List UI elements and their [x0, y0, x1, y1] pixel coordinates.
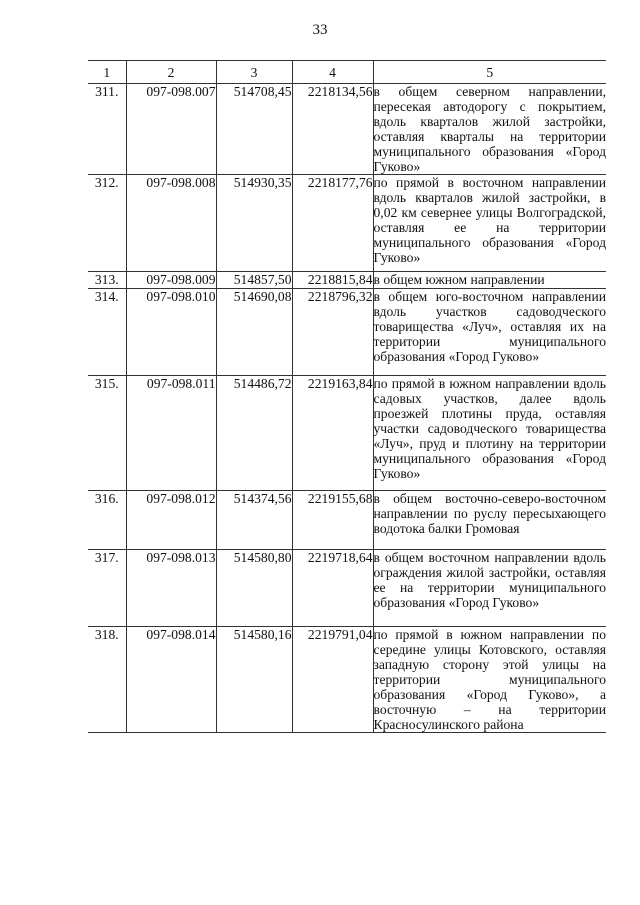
y-coordinate: 2219718,64	[292, 550, 373, 627]
table-row	[88, 289, 606, 376]
table-row	[88, 84, 606, 175]
point-code: 097-098.013	[126, 550, 216, 627]
point-code: 097-098.007	[126, 84, 216, 175]
table-row	[88, 627, 606, 733]
boundary-description: в общем юго-восточном направлении вдоль участков садоводческого товарищества «Луч», оставляя их на территории муниципального образования «Город Гуково»	[373, 289, 606, 376]
row-number: 315.	[88, 376, 126, 491]
boundary-description: в общем южном направлении	[373, 272, 606, 289]
y-coordinate: 2219791,04	[292, 627, 373, 733]
point-code: 097-098.011	[126, 376, 216, 491]
y-coordinate: 2218134,56	[292, 84, 373, 175]
boundary-description: в общем северном направлении, пересекая автодорогу с покрытием, вдоль кварталов жилой застройки, оставляя кварталы на территории муниципального образования «Город Гуково»	[373, 84, 606, 174]
point-code: 097-098.014	[126, 627, 216, 733]
y-coordinate: 2218796,32	[292, 289, 373, 376]
boundary-description: в общем восточном направлении вдоль ограждения жилой застройки, оставляя ее на территории муниципального образования «Город Гуково»	[373, 550, 606, 627]
x-coordinate: 514857,50	[216, 272, 292, 289]
column-header-number: 1	[88, 61, 126, 84]
column-header-description: 5	[373, 61, 606, 84]
row-number: 311.	[88, 84, 126, 175]
table-row	[88, 272, 606, 289]
row-number: 316.	[88, 491, 126, 550]
table-row	[88, 175, 606, 272]
x-coordinate: 514486,72	[216, 376, 292, 491]
x-coordinate: 514690,08	[216, 289, 292, 376]
row-number: 318.	[88, 627, 126, 733]
column-header-point-code: 2	[126, 61, 216, 84]
row-number: 312.	[88, 175, 126, 272]
row-number: 317.	[88, 550, 126, 627]
point-code: 097-098.008	[126, 175, 216, 272]
y-coordinate: 2219163,84	[292, 376, 373, 491]
y-coordinate: 2218177,76	[292, 175, 373, 272]
row-number: 313.	[88, 272, 126, 289]
boundary-description: по прямой в южном направлении по середине улицы Котовского, оставляя западную сторону этой улицы на территории муниципального образования «Город Гуково», а восточную – на территории Красносулинского района	[373, 627, 606, 732]
x-coordinate: 514708,45	[216, 84, 292, 175]
page-number: 33	[312, 22, 328, 38]
column-header-y-coordinate: 4	[292, 61, 373, 84]
table-header-row	[88, 61, 606, 84]
row-number: 314.	[88, 289, 126, 376]
table-row	[88, 491, 606, 550]
x-coordinate: 514580,80	[216, 550, 292, 627]
x-coordinate: 514930,35	[216, 175, 292, 272]
table-row	[88, 376, 606, 491]
y-coordinate: 2219155,68	[292, 491, 373, 550]
boundary-description: в общем восточно-северо-восточном направлении по руслу пересыхающего водотока балки Громовая	[373, 491, 606, 550]
table-row	[88, 550, 606, 627]
x-coordinate: 514580,16	[216, 627, 292, 733]
x-coordinate: 514374,56	[216, 491, 292, 550]
point-code: 097-098.010	[126, 289, 216, 376]
boundary-description: по прямой в южном направлении вдоль садовых участков, далее вдоль проезжей плотины пруда, оставляя участки садоводческого товарищества «Луч», пруд и плотину на территории муниципального образования «Город Гуково»	[373, 376, 606, 491]
boundary-points-table	[88, 60, 606, 733]
boundary-description: по прямой в восточном направлении вдоль кварталов жилой застройки, в 0,02 км севернее улицы Волгоградской, оставляя ее на территории муниципального образования «Город Гуково»	[373, 175, 606, 272]
column-header-x-coordinate: 3	[216, 61, 292, 84]
point-code: 097-098.009	[126, 272, 216, 289]
y-coordinate: 2218815,84	[292, 272, 373, 289]
point-code: 097-098.012	[126, 491, 216, 550]
